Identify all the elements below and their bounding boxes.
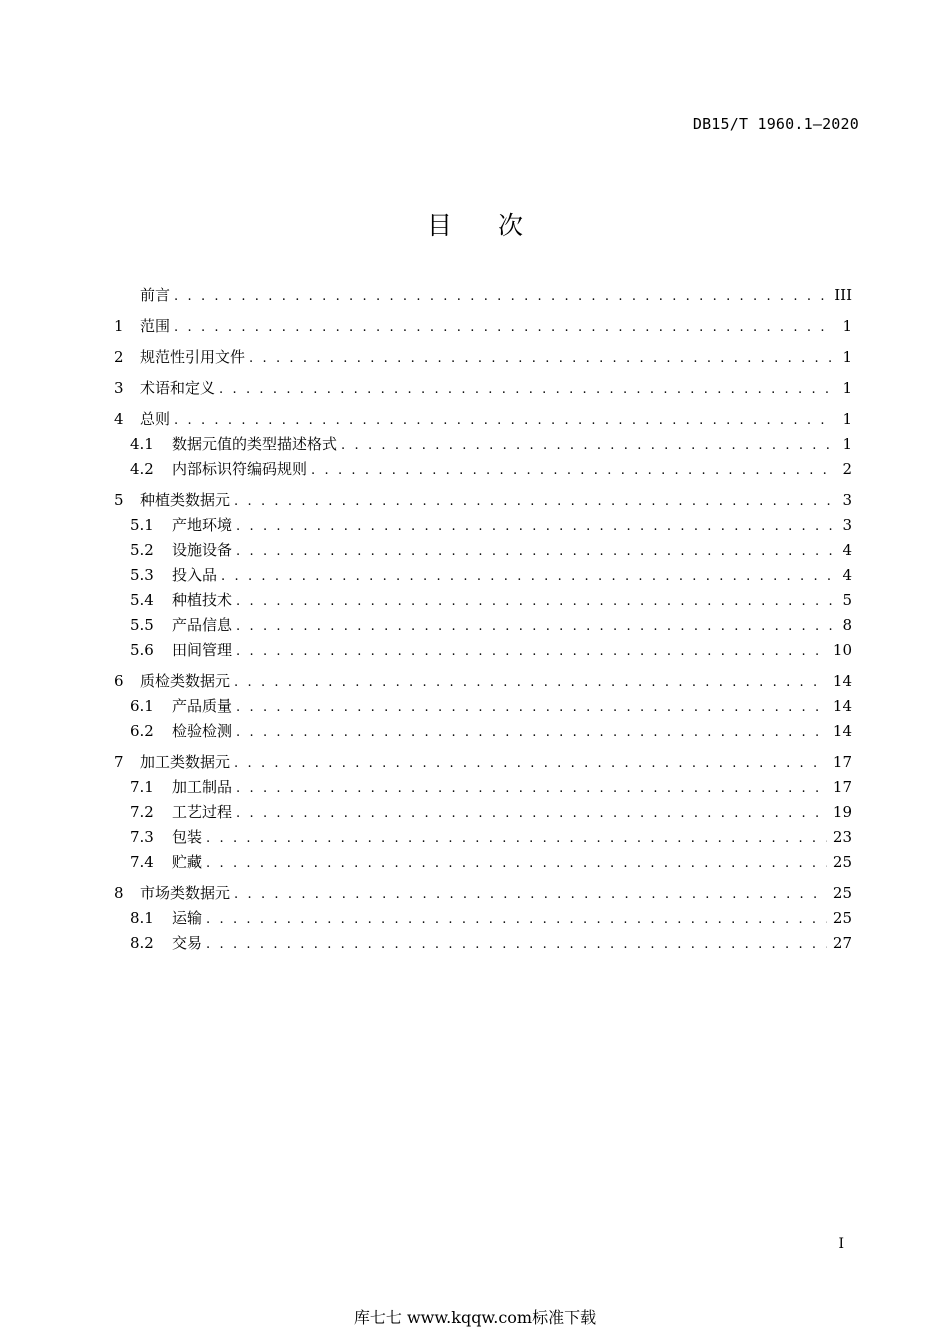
- toc-entry-page: 1: [842, 348, 852, 366]
- toc-entry-label: 贮藏: [172, 853, 203, 871]
- toc-entry-page: 1: [842, 435, 852, 453]
- toc-entry-6[interactable]: [114, 669, 852, 694]
- toc-entry-number: 4.1: [130, 435, 154, 453]
- toc-entry-page: 14: [832, 722, 852, 740]
- toc-entry-3[interactable]: [114, 376, 852, 401]
- toc-entry-number: 5.2: [130, 541, 154, 559]
- toc-entry-page: III: [834, 286, 852, 304]
- dot-leader: [236, 720, 827, 745]
- dot-leader: [206, 851, 827, 876]
- toc-entry-4-2[interactable]: [114, 457, 852, 482]
- dot-leader: [236, 589, 832, 614]
- dot-leader: [236, 801, 827, 826]
- footer-watermark: 库七七 www.kqqw.com标准下载: [353, 1308, 597, 1327]
- toc-entry-7-3[interactable]: [114, 825, 852, 850]
- toc-entry-4-1[interactable]: [114, 432, 852, 457]
- toc-entry-number: 2: [114, 348, 124, 366]
- toc-entry-label: 范围: [140, 317, 171, 335]
- toc-entry-number: 7.1: [130, 778, 154, 796]
- toc-entry-label: 规范性引用文件: [140, 348, 246, 366]
- toc-entry-number: 5.4: [130, 591, 154, 609]
- dot-leader: [234, 489, 832, 514]
- toc-entry-page: 17: [832, 753, 852, 771]
- toc-entry-7[interactable]: [114, 750, 852, 775]
- toc-entry-label: 设施设备: [172, 541, 233, 559]
- toc-entry-page: 8: [842, 616, 852, 634]
- toc-entry-label: 总则: [140, 410, 171, 428]
- toc-entry-label: 加工制品: [172, 778, 233, 796]
- toc-entry-page: 25: [832, 909, 852, 927]
- toc-entry-page: 5: [842, 591, 852, 609]
- toc-entry-page: 1: [842, 410, 852, 428]
- toc-entry-page: 17: [832, 778, 852, 796]
- toc-entry-page: 27: [832, 934, 852, 952]
- toc-entry-number: 7.3: [130, 828, 154, 846]
- toc-entry-number: 3: [114, 379, 124, 397]
- toc-entry-number: 7: [114, 753, 124, 771]
- toc-entry-label: 田间管理: [172, 641, 233, 659]
- toc-entry-5-4[interactable]: [114, 588, 852, 613]
- toc-entry-5-3[interactable]: [114, 563, 852, 588]
- toc-entry-number: 8.2: [130, 934, 154, 952]
- toc-entry-number: 1: [114, 317, 124, 335]
- toc-entry-label: 产品信息: [172, 616, 233, 634]
- toc-entry-label: 质检类数据元: [140, 672, 231, 690]
- toc-entry-label: 加工类数据元: [140, 753, 231, 771]
- document-code: DB15/T 1960.1—2020: [692, 115, 859, 133]
- dot-leader: [249, 346, 832, 371]
- toc-entry-label: 产品质量: [172, 697, 233, 715]
- dot-leader: [234, 882, 827, 907]
- toc-entry-page: 14: [832, 672, 852, 690]
- toc-entry-number: 8.1: [130, 909, 154, 927]
- toc-entry-7-4[interactable]: [114, 850, 852, 875]
- toc-entry-label: 交易: [172, 934, 203, 952]
- dot-leader: [234, 670, 827, 695]
- toc-entry-number: 8: [114, 884, 124, 902]
- toc-entry-page: 25: [832, 853, 852, 871]
- dot-leader: [341, 433, 832, 458]
- toc-entry-number: 6: [114, 672, 124, 690]
- toc-entry-label: 内部标识符编码规则: [172, 460, 308, 478]
- toc-entry-label: 术语和定义: [140, 379, 216, 397]
- dot-leader: [206, 932, 827, 957]
- toc-entry-6-1[interactable]: [114, 694, 852, 719]
- toc-entry-5-1[interactable]: [114, 513, 852, 538]
- toc-entry-number: 7.2: [130, 803, 154, 821]
- toc-entry-number: 4: [114, 410, 124, 428]
- toc-entry-number: 5: [114, 491, 124, 509]
- dot-leader: [236, 695, 827, 720]
- toc-entry-number: 6.1: [130, 697, 154, 715]
- toc-entry-page: 19: [832, 803, 852, 821]
- toc-entry-8-2[interactable]: [114, 931, 852, 956]
- dot-leader: [236, 639, 827, 664]
- toc-entry-label: 投入品: [172, 566, 218, 584]
- toc-entry-label: 种植类数据元: [140, 491, 231, 509]
- toc-entry-1[interactable]: [114, 314, 852, 339]
- toc-entry-label: 运输: [172, 909, 203, 927]
- dot-leader: [206, 907, 827, 932]
- toc-entry-page: 14: [832, 697, 852, 715]
- toc-entry-page: 3: [842, 491, 852, 509]
- dot-leader: [236, 514, 832, 539]
- toc-title: 目次: [426, 211, 569, 240]
- dot-leader: [174, 315, 832, 340]
- dot-leader: [221, 564, 832, 589]
- toc-entry-label: 种植技术: [172, 591, 233, 609]
- toc-entry-7-2[interactable]: [114, 800, 852, 825]
- toc-entry-number: 4.2: [130, 460, 154, 478]
- toc-entry-5-5[interactable]: [114, 613, 852, 638]
- toc-entry-label: 检验检测: [172, 722, 233, 740]
- toc-entry-page: 23: [832, 828, 852, 846]
- toc-entry-4[interactable]: [114, 407, 852, 432]
- toc-entry-page: 4: [842, 541, 852, 559]
- toc-entry-number: 6.2: [130, 722, 154, 740]
- toc-entry-label: 前言: [140, 286, 171, 304]
- toc-entry-label: 工艺过程: [172, 803, 233, 821]
- dot-leader: [174, 284, 828, 309]
- dot-leader: [234, 751, 827, 776]
- dot-leader: [206, 826, 827, 851]
- toc-entry-page: 1: [842, 317, 852, 335]
- toc-entry-label: 数据元值的类型描述格式: [172, 435, 338, 453]
- toc-entry-7-1[interactable]: [114, 775, 852, 800]
- dot-leader: [219, 377, 832, 402]
- table-of-contents: [114, 283, 852, 956]
- toc-entry-label: 包装: [172, 828, 203, 846]
- toc-entry-number: 5.5: [130, 616, 154, 634]
- toc-entry-5-2[interactable]: [114, 538, 852, 563]
- toc-entry-number: 7.4: [130, 853, 154, 871]
- dot-leader: [236, 614, 832, 639]
- toc-entry-page: 25: [832, 884, 852, 902]
- dot-leader: [236, 776, 827, 801]
- toc-entry-label: 市场类数据元: [140, 884, 231, 902]
- toc-entry-page: 3: [842, 516, 852, 534]
- page-number: I: [838, 1236, 844, 1252]
- toc-entry-label: 产地环境: [172, 516, 233, 534]
- toc-entry-page: 10: [832, 641, 852, 659]
- toc-entry-number: 5.6: [130, 641, 154, 659]
- toc-entry-number: 5.1: [130, 516, 154, 534]
- toc-entry-8-1[interactable]: [114, 906, 852, 931]
- toc-entry-foreword[interactable]: [114, 283, 852, 308]
- dot-leader: [236, 539, 832, 564]
- toc-entry-number: 5.3: [130, 566, 154, 584]
- toc-entry-page: 4: [842, 566, 852, 584]
- toc-entry-5[interactable]: [114, 488, 852, 513]
- toc-entry-page: 1: [842, 379, 852, 397]
- toc-entry-8[interactable]: [114, 881, 852, 906]
- toc-entry-page: 2: [842, 460, 852, 478]
- toc-entry-2[interactable]: [114, 345, 852, 370]
- toc-entry-6-2[interactable]: [114, 719, 852, 744]
- toc-entry-5-6[interactable]: [114, 638, 852, 663]
- dot-leader: [311, 458, 832, 483]
- dot-leader: [174, 408, 832, 433]
